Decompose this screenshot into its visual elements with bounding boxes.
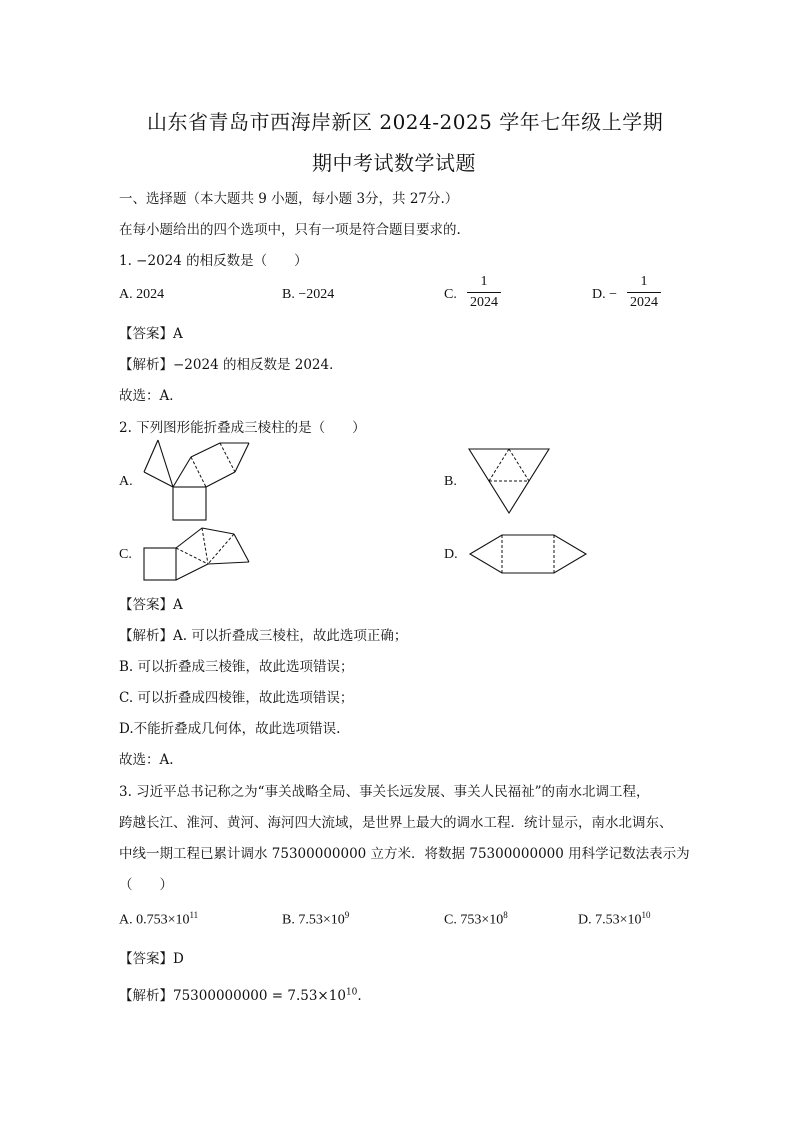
q2-net-c-figure <box>142 524 252 582</box>
q2-analysis-3: C. 可以折叠成四棱锥，故此选项错误； <box>119 690 354 706</box>
fraction-bar <box>467 292 501 293</box>
q2-label-a: A. <box>119 474 133 489</box>
q1-option-d-fraction <box>627 274 661 311</box>
q3-analysis <box>119 984 362 1004</box>
q3-analysis-exponent: 10 <box>345 987 358 998</box>
q3-option-c-base: C. 753×10 <box>444 912 504 928</box>
q2-label-d: D. <box>444 547 458 562</box>
q3-analysis-period: . <box>357 988 362 1004</box>
q1-answer: 【答案】A <box>119 326 183 342</box>
q2-analysis-2: B. 可以折叠成三棱锥，故此选项错误； <box>119 659 354 675</box>
q3-option-a <box>119 910 198 929</box>
q3-stem-line-3: 中线一期工程已累计调水 75300000000 立方米．将数据 75300000000 用科学记数法表示为 <box>119 846 690 862</box>
title-line-1: 山东省青岛市西海岸新区 2024-2025 学年七年级上学期 <box>147 110 664 134</box>
q3-option-a-base: A. 0.753×10 <box>119 912 190 928</box>
section-instruction: 在每小题给出的四个选项中，只有一项是符合题目要求的. <box>119 222 461 238</box>
q2-label-b: B. <box>444 474 457 489</box>
fraction-denominator: 2024 <box>470 295 498 310</box>
q1-option-c-label: C. <box>444 287 457 302</box>
q3-option-c <box>444 910 508 929</box>
q3-answer: 【答案】D <box>119 951 184 967</box>
q3-option-d-exponent: 10 <box>641 910 651 920</box>
q3-stem-line-4: （ ） <box>119 877 173 893</box>
q3-option-b-base: B. 7.53×10 <box>282 912 345 928</box>
title-line-2: 期中考试数学试题 <box>312 151 476 175</box>
section-heading: 一、选择题（本大题共 9 小题，每小题 3分，共 27分.） <box>119 191 459 207</box>
q3-analysis-text: 【解析】75300000000 = 7.53×10 <box>119 988 346 1004</box>
q3-stem-line-2: 跨越长江、淮河、黄河、海河四大流域，是世界上最大的调水工程．统计显示，南水北调东、 <box>119 815 673 831</box>
q3-option-b <box>282 910 349 929</box>
q3-option-b-exponent: 9 <box>344 910 350 920</box>
q1-option-d-label: D. − <box>592 287 618 302</box>
fraction-denominator: 2024 <box>630 295 658 310</box>
q3-option-d <box>578 910 651 929</box>
q3-option-a-exponent: 11 <box>189 910 199 920</box>
q2-net-b-figure <box>468 446 552 516</box>
q3-option-c-exponent: 8 <box>503 910 508 920</box>
q2-net-a-figure <box>140 438 255 523</box>
q1-option-c-fraction <box>467 274 501 311</box>
q2-net-d-figure <box>468 532 588 576</box>
q2-conclusion: 故选：A. <box>119 752 174 768</box>
q3-option-d-base: D. 7.53×10 <box>578 912 642 928</box>
fraction-numerator: 1 <box>640 274 648 289</box>
fraction-numerator: 1 <box>480 274 488 289</box>
q2-analysis-1: 【解析】A. 可以折叠成三棱柱，故此选项正确； <box>119 628 408 644</box>
q1-option-b: B. −2024 <box>282 287 335 302</box>
q1-option-a: A. 2024 <box>119 287 165 302</box>
q2-analysis-4: D.不能折叠成几何体，故此选项错误. <box>119 721 341 737</box>
q2-label-c: C. <box>119 547 132 562</box>
q1-analysis: 【解析】−2024 的相反数是 2024． <box>119 357 343 373</box>
q1-conclusion: 故选：A． <box>119 388 183 404</box>
q2-stem: 2. 下列图形能折叠成三棱柱的是（ ） <box>119 420 366 436</box>
q2-answer: 【答案】A <box>119 597 183 613</box>
q1-stem: 1. −2024 的相反数是（ ） <box>119 253 308 269</box>
q3-stem-line-1: 3. 习近平总书记称之为“事关战略全局、事关长远发展、事关人民福祉”的南水北调工程， <box>119 784 650 800</box>
fraction-bar <box>627 292 661 293</box>
